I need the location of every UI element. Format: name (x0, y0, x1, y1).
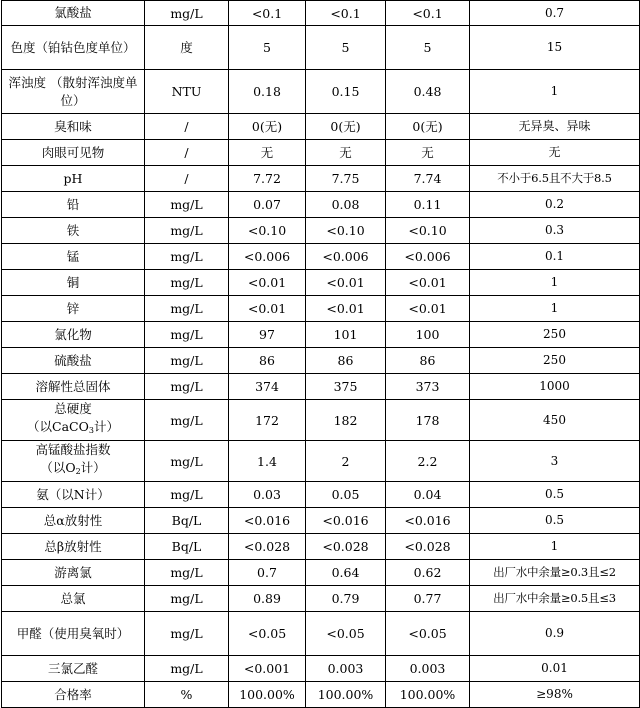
sample-1-value: 172 (229, 400, 306, 441)
standard-limit: 出厂水中余量≥0.5且≤3 (470, 586, 640, 612)
indicator-name: 氯酸盐 (2, 1, 145, 26)
sample-1-value: <0.1 (229, 1, 306, 26)
standard-limit: 无异臭、异味 (470, 114, 640, 140)
standard-limit: 无 (470, 140, 640, 166)
indicator-name: 总α放射性 (2, 508, 145, 534)
table-row (2, 656, 640, 682)
unit-cell: Bq/L (145, 534, 229, 560)
unit-cell: / (145, 114, 229, 140)
standard-limit: 0.01 (470, 656, 640, 682)
unit-cell: mg/L (145, 218, 229, 244)
standard-limit: 1000 (470, 374, 640, 400)
sample-3-value: <0.10 (386, 218, 470, 244)
standard-limit: 1 (470, 296, 640, 322)
sample-2-value: <0.016 (306, 508, 386, 534)
indicator-name: 铁 (2, 218, 145, 244)
standard-limit: 0.9 (470, 612, 640, 656)
standard-limit: 1 (470, 534, 640, 560)
sample-2-value: <0.10 (306, 218, 386, 244)
sample-2-value: <0.028 (306, 534, 386, 560)
sample-3-value: 0.62 (386, 560, 470, 586)
indicator-name: 铜 (2, 270, 145, 296)
sample-2-value: 182 (306, 400, 386, 441)
standard-limit: 0.3 (470, 218, 640, 244)
table-row (2, 166, 640, 192)
indicator-name: 三氯乙醛 (2, 656, 145, 682)
sample-2-value: 375 (306, 374, 386, 400)
sample-1-value: <0.01 (229, 270, 306, 296)
sample-1-value: <0.001 (229, 656, 306, 682)
table-row (2, 322, 640, 348)
sample-1-value: 5 (229, 26, 306, 70)
unit-cell: mg/L (145, 586, 229, 612)
table-row (2, 244, 640, 270)
sample-3-value: <0.1 (386, 1, 470, 26)
sample-1-value: 0.18 (229, 70, 306, 114)
sample-1-value: 0.03 (229, 482, 306, 508)
indicator-name-line1: 总硬度 (54, 401, 92, 416)
indicator-name: 总氯 (2, 586, 145, 612)
sample-3-value: 无 (386, 140, 470, 166)
unit-cell: mg/L (145, 348, 229, 374)
table-row (2, 560, 640, 586)
unit-cell: mg/L (145, 1, 229, 26)
standard-limit: 250 (470, 322, 640, 348)
sample-1-value: <0.05 (229, 612, 306, 656)
unit-cell: / (145, 140, 229, 166)
sample-3-value: 100 (386, 322, 470, 348)
indicator-name-line1: 高锰酸盐指数 (35, 442, 111, 457)
standard-limit: 0.1 (470, 244, 640, 270)
sample-3-value: 0.003 (386, 656, 470, 682)
sample-3-value: <0.006 (386, 244, 470, 270)
sample-1-value: <0.016 (229, 508, 306, 534)
indicator-name: 硫酸盐 (2, 348, 145, 374)
indicator-name: 游离氯 (2, 560, 145, 586)
unit-cell: mg/L (145, 441, 229, 482)
table-row (2, 482, 640, 508)
sample-2-value: <0.1 (306, 1, 386, 26)
unit-cell: % (145, 682, 229, 708)
unit-cell: mg/L (145, 560, 229, 586)
sample-2-value: 0.05 (306, 482, 386, 508)
table-row (2, 192, 640, 218)
sample-2-value: 86 (306, 348, 386, 374)
sample-1-value: 374 (229, 374, 306, 400)
sample-1-value: 97 (229, 322, 306, 348)
sample-1-value: <0.028 (229, 534, 306, 560)
unit-cell: mg/L (145, 656, 229, 682)
sample-2-value: <0.01 (306, 296, 386, 322)
sample-3-value: 2.2 (386, 441, 470, 482)
sample-2-value: 0(无) (306, 114, 386, 140)
indicator-name-line2: （以$O_2$计） (40, 460, 106, 476)
sample-3-value: <0.05 (386, 612, 470, 656)
standard-limit: 450 (470, 400, 640, 441)
table-row (2, 508, 640, 534)
sample-2-value: 0.003 (306, 656, 386, 682)
unit-cell: mg/L (145, 322, 229, 348)
unit-cell: mg/L (145, 400, 229, 441)
indicator-name: 浑浊度 （散射浑浊度单位） (2, 70, 145, 114)
indicator-name: 甲醛（使用臭氧时） (2, 612, 145, 656)
unit-cell: 度 (145, 26, 229, 70)
sample-1-value: 0(无) (229, 114, 306, 140)
sample-1-value: 0.7 (229, 560, 306, 586)
unit-cell: mg/L (145, 482, 229, 508)
table-row (2, 26, 640, 70)
table-row (2, 218, 640, 244)
sample-1-value: 0.89 (229, 586, 306, 612)
sample-3-value: <0.028 (386, 534, 470, 560)
indicator-name: 合格率 (2, 682, 145, 708)
unit-cell: / (145, 166, 229, 192)
sample-3-value: <0.01 (386, 296, 470, 322)
sample-1-value: 0.07 (229, 192, 306, 218)
indicator-name: 锌 (2, 296, 145, 322)
sample-3-value: <0.01 (386, 270, 470, 296)
standard-limit: 0.2 (470, 192, 640, 218)
table-row (2, 400, 640, 441)
indicator-name: 锰 (2, 244, 145, 270)
sample-3-value: 100.00% (386, 682, 470, 708)
table-row (2, 441, 640, 482)
indicator-name: pH (2, 166, 145, 192)
standard-limit: 不小于6.5且不大于8.5 (470, 166, 640, 192)
indicator-name: 氨（以N计） (2, 482, 145, 508)
standard-limit: 250 (470, 348, 640, 374)
table-row (2, 140, 640, 166)
sample-2-value: 101 (306, 322, 386, 348)
sample-2-value: 2 (306, 441, 386, 482)
sample-1-value: 100.00% (229, 682, 306, 708)
standard-limit: 0.5 (470, 482, 640, 508)
sample-3-value: 0.77 (386, 586, 470, 612)
unit-cell: mg/L (145, 192, 229, 218)
unit-cell: mg/L (145, 296, 229, 322)
indicator-name: 铅 (2, 192, 145, 218)
indicator-name (2, 441, 145, 482)
sample-1-value: 1.4 (229, 441, 306, 482)
standard-limit: 0.7 (470, 1, 640, 26)
unit-cell: mg/L (145, 270, 229, 296)
table-row (2, 114, 640, 140)
sample-2-value: 5 (306, 26, 386, 70)
sample-2-value: 100.00% (306, 682, 386, 708)
sample-3-value: 178 (386, 400, 470, 441)
standard-limit: 15 (470, 26, 640, 70)
standard-limit: 0.5 (470, 508, 640, 534)
table-row (2, 348, 640, 374)
unit-cell: NTU (145, 70, 229, 114)
sample-1-value: <0.006 (229, 244, 306, 270)
unit-cell: Bq/L (145, 508, 229, 534)
water-quality-table (1, 0, 640, 708)
table-row (2, 586, 640, 612)
table-row (2, 682, 640, 708)
unit-cell: mg/L (145, 612, 229, 656)
sample-1-value: 无 (229, 140, 306, 166)
unit-cell: mg/L (145, 244, 229, 270)
standard-limit: 1 (470, 70, 640, 114)
indicator-name: 溶解性总固体 (2, 374, 145, 400)
sample-3-value: 86 (386, 348, 470, 374)
indicator-name: 肉眼可见物 (2, 140, 145, 166)
table-row (2, 612, 640, 656)
sample-1-value: <0.10 (229, 218, 306, 244)
sample-2-value: <0.05 (306, 612, 386, 656)
sample-3-value: 7.74 (386, 166, 470, 192)
sample-2-value: 7.75 (306, 166, 386, 192)
sample-2-value: <0.01 (306, 270, 386, 296)
sample-2-value: 0.08 (306, 192, 386, 218)
sample-2-value: 无 (306, 140, 386, 166)
sample-2-value: 0.79 (306, 586, 386, 612)
table-row (2, 374, 640, 400)
sample-1-value: <0.01 (229, 296, 306, 322)
sample-2-value: 0.64 (306, 560, 386, 586)
sample-3-value: 0.48 (386, 70, 470, 114)
indicator-name (2, 400, 145, 441)
table-row (2, 70, 640, 114)
standard-limit: ≥98% (470, 682, 640, 708)
standard-limit: 出厂水中余量≥0.3且≤2 (470, 560, 640, 586)
table-row (2, 1, 640, 26)
standard-limit: 3 (470, 441, 640, 482)
standard-limit: 1 (470, 270, 640, 296)
sample-1-value: 86 (229, 348, 306, 374)
indicator-name: 臭和味 (2, 114, 145, 140)
sample-3-value: 5 (386, 26, 470, 70)
sample-3-value: 0(无) (386, 114, 470, 140)
sample-3-value: <0.016 (386, 508, 470, 534)
indicator-name: 氯化物 (2, 322, 145, 348)
indicator-name: 总β放射性 (2, 534, 145, 560)
sample-3-value: 373 (386, 374, 470, 400)
sample-2-value: <0.006 (306, 244, 386, 270)
indicator-name-line2: （以CaCO$_3$计） (27, 419, 119, 435)
sample-3-value: 0.11 (386, 192, 470, 218)
sample-3-value: 0.04 (386, 482, 470, 508)
table-row (2, 534, 640, 560)
sample-1-value: 7.72 (229, 166, 306, 192)
table-row (2, 270, 640, 296)
unit-cell: mg/L (145, 374, 229, 400)
indicator-name: 色度（铂钴色度单位） (2, 26, 145, 70)
table-row (2, 296, 640, 322)
sample-2-value: 0.15 (306, 70, 386, 114)
